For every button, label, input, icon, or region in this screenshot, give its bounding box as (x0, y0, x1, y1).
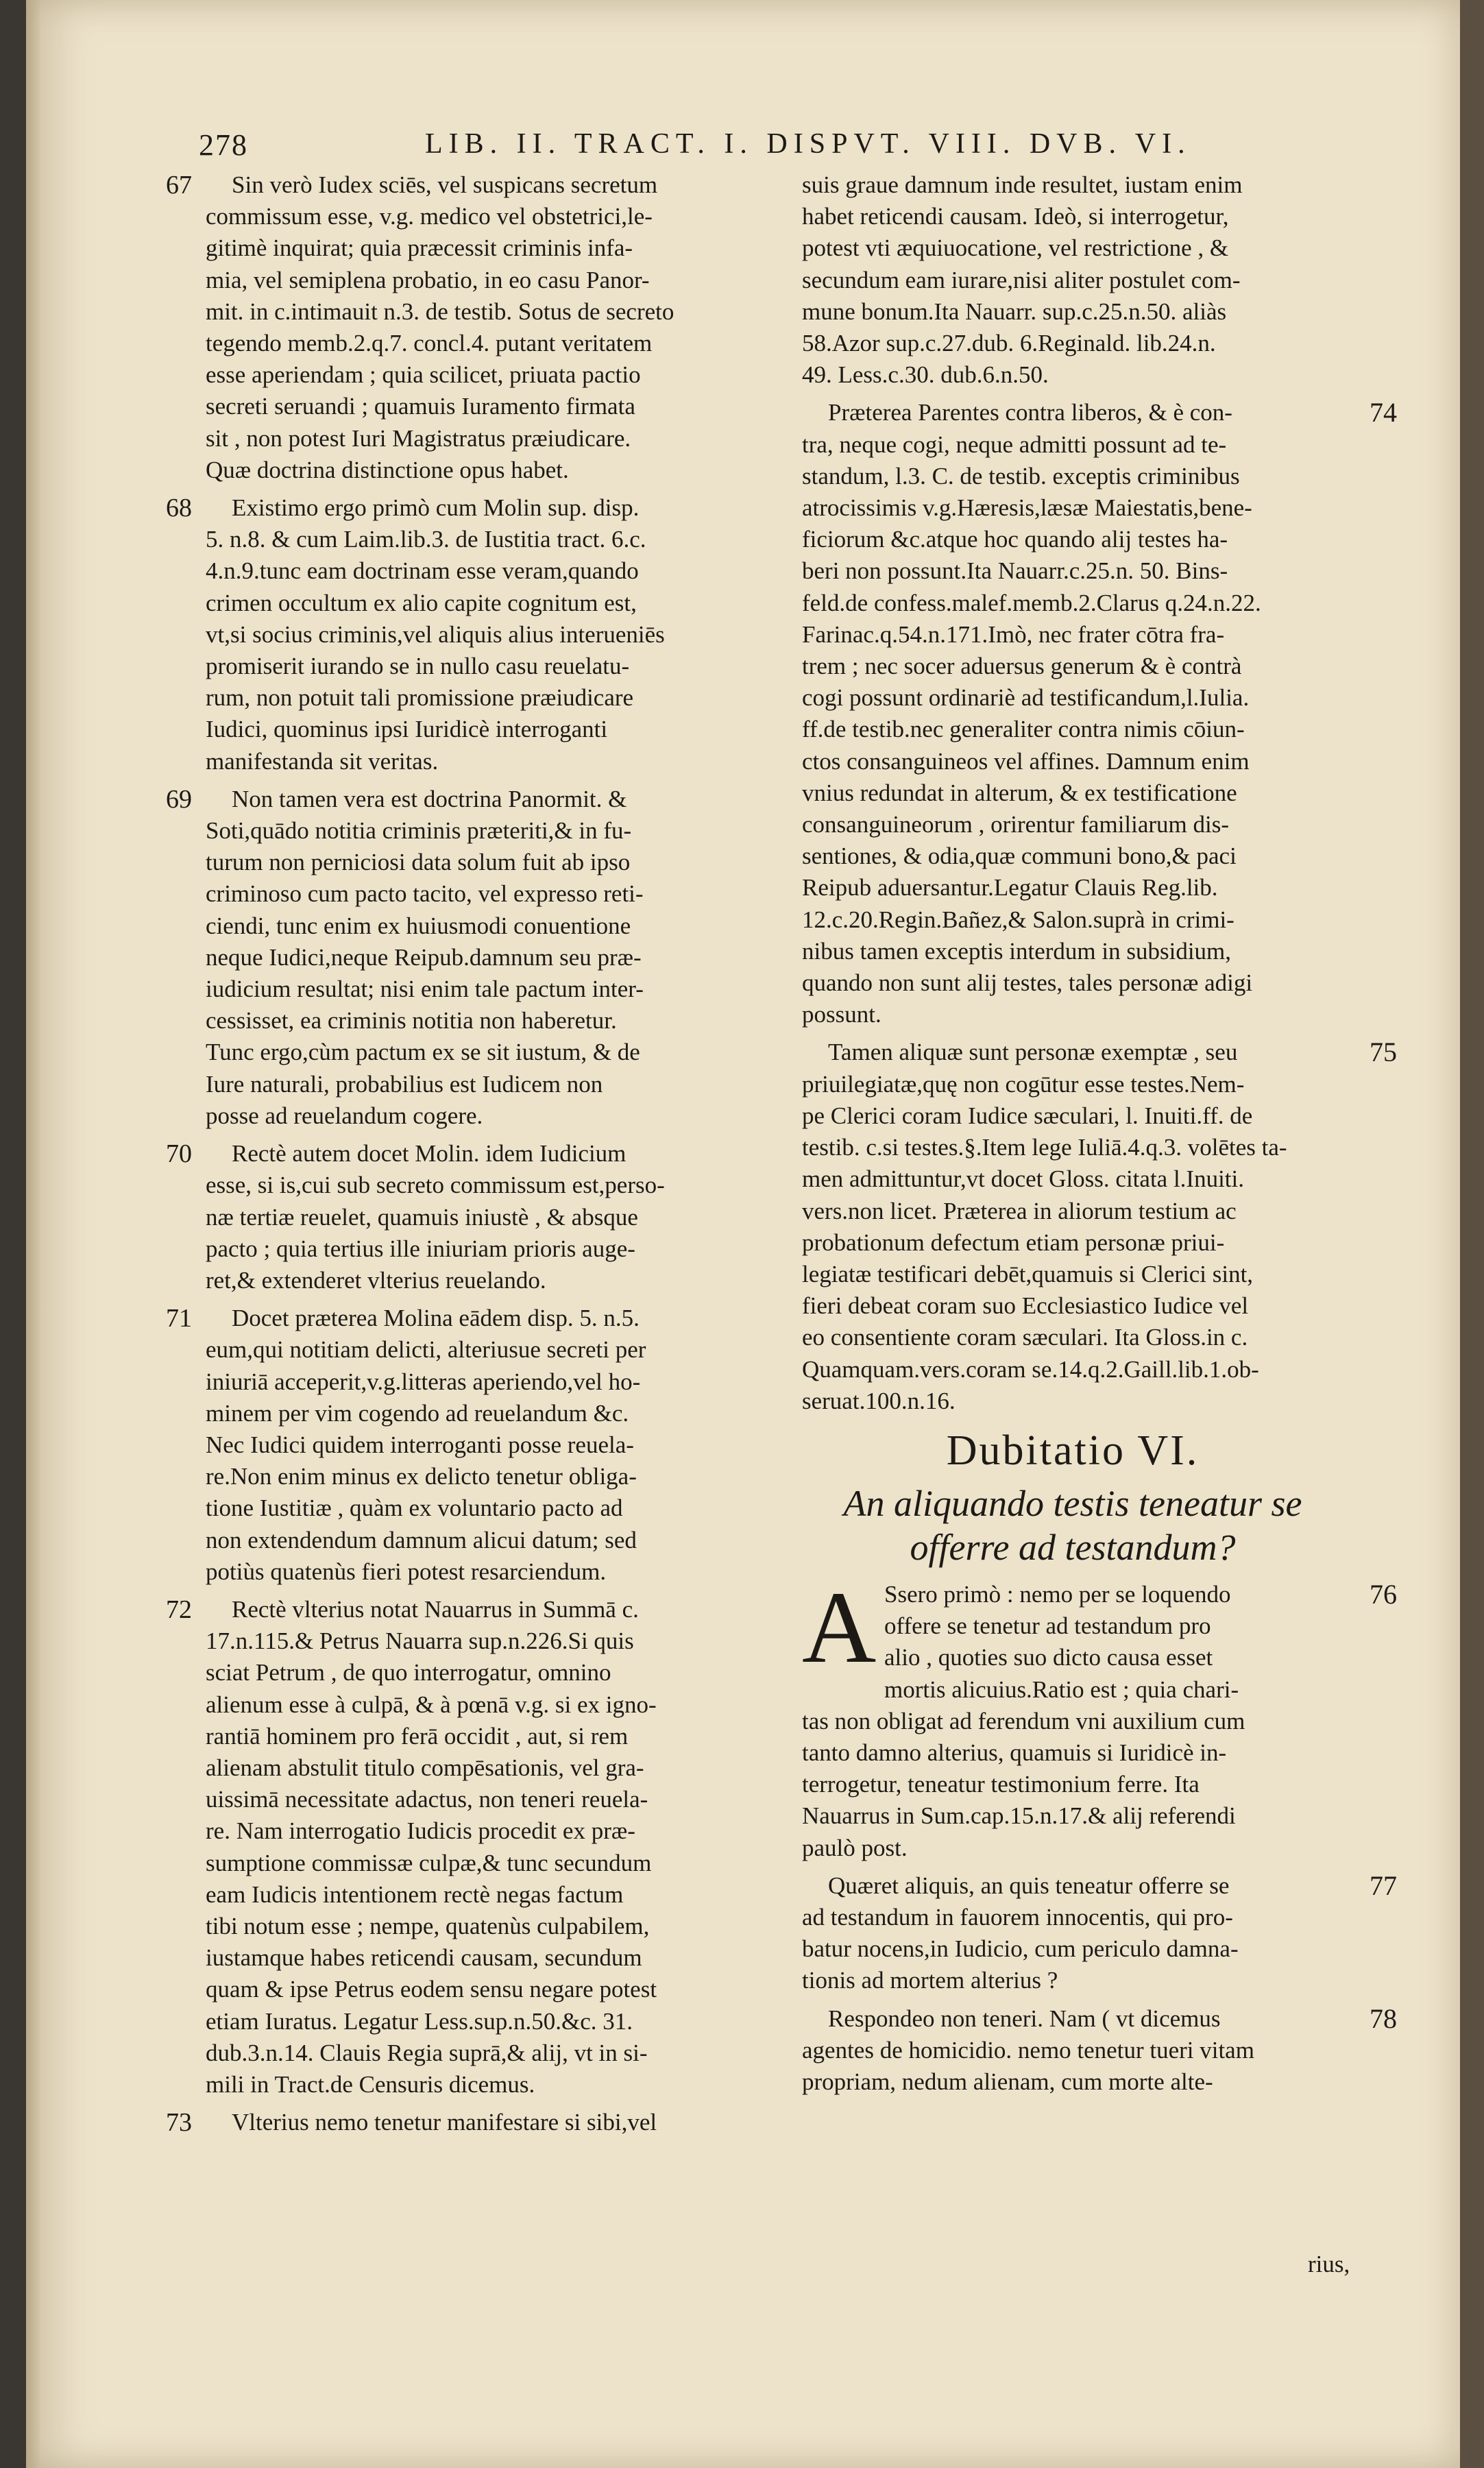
paragraph (166, 1594, 781, 2101)
paragraph (166, 2107, 781, 2138)
section-question: An aliquando testis teneatur se offerre ad testandum? (843, 1482, 1302, 1568)
margin-number: 72 (166, 1595, 192, 1624)
paragraph (802, 2003, 1397, 2098)
right-column-paragraphs (802, 169, 1397, 1417)
right-column-after-heading (802, 1570, 1397, 2098)
page-edge (1460, 0, 1484, 2468)
margin-number: 74 (1370, 397, 1397, 428)
margin-number: 78 (1370, 2003, 1397, 2034)
paragraph-text: suis graue damnum inde resultet, iustam enim habet reticendi causam. Ideò, si interrogetur, potest vti æquiuocatione, vel restrictione , & secundum eam iurare,nisi aliter postulet com- mune bonum.Ita Nauarr. sup.c.25.n.50. aliàs 58.Azor sup.c.27.dub. 6.Reginald. lib.24.n. 49. Less.c.30. dub.6.n.50. (802, 171, 1243, 389)
paragraph-text: Rectè autem docet Molin. idem Iudicium esse, si is,cui sub secreto commissum est,perso- næ tertiæ reuelet, quamuis iniustè , & absque pacto ; quia tertius ille iniuriam prioris auge- ret,& extenderet vlterius reuelando. (206, 1140, 665, 1294)
left-column (166, 169, 781, 2144)
paragraph (802, 1570, 1397, 1864)
paragraph-text: Existimo ergo primò cum Molin sup. disp. 5. n.8. & cum Laim.lib.3. de Iustitia tract. 6.c. 4.n.9.tunc eam doctrinam esse veram,quando crimen occultum ex alio capite cognitum est, vt,si socius criminis,vel aliquis alius interueniēs promiserit iurando se in nullo casu reuelatu- rum, non potuit tali promissione præiudicare Iudici, quominus ipsi Iuridicè interroganti manifestanda sit veritas. (206, 494, 665, 775)
paragraph-text: Non tamen vera est doctrina Panormit. & Soti,quādo notitia criminis præteriti,& in fu- turum non perniciosi data solum fuit ab ipso criminoso cum pacto tacito, vel expresso reti- ciendi, tunc enim ex huiusmodi conuentione neque Iudici,neque Reipub.damnum seu præ- iudicium resultat; nisi enim tale pactum inter- cessisset, ea criminis notitia non haberetur. Tunc ergo,cùm pactum ex se sit iustum, & de Iure naturali, probabilius est Iudicem non posse ad reuelandum cogere. (206, 785, 644, 1129)
paragraph (802, 169, 1343, 391)
margin-number: 75 (1370, 1037, 1397, 1068)
paragraph (802, 397, 1397, 1030)
margin-number: 67 (166, 171, 192, 199)
margin-number: 73 (166, 2108, 192, 2138)
drop-cap: A (802, 1570, 877, 1684)
paragraph-text: Respondeo non teneri. Nam ( vt dicemus agentes de homicidio. nemo tenetur tueri vitam propriam, nedum alienam, cum morte alte- (802, 2005, 1254, 2095)
paragraph (802, 1870, 1397, 1997)
paragraph (802, 1037, 1397, 1416)
paragraph (166, 1303, 781, 1588)
margin-number: 68 (166, 494, 192, 523)
paragraph-text: Vlterius nemo tenetur manifestare si sibi,vel (232, 2109, 657, 2136)
paragraph (166, 169, 781, 486)
margin-number: 70 (166, 1139, 192, 1169)
paragraph-text: Tamen aliquæ sunt personæ exemptæ , seu priuilegiatæ,quę non cogūtur esse testes.Nem- pe Clerici coram Iudice sæculari, l. Inuiti.ff. de testib. c.si testes.§.Item lege Iuliā.4.q.3. volētes ta- men admittuntur,vt docet Gloss. citata l.Inuiti. vers.non licet. Præterea in aliorum testium ac probationum defectum etiam personæ priui- legiatæ testificari debēt,quamuis si Clerici sint, fieri debeat coram suo Ecclesiastico Iudice vel eo consentiente coram sæculari. Ita Gloss.in c. Quamquam.vers.coram se.14.q.2.Gaill.lib.1.ob- seruat.100.n.16. (802, 1039, 1287, 1414)
margin-number: 69 (166, 784, 192, 814)
paragraph-text: Docet præterea Molina eādem disp. 5. n.5. eum,qui notitiam delicti, alteriusue secreti per iniuriā acceperit,v.g.litteras aperiendo,vel ho- minem per vim cogendo ad reuelandum &c. Nec Iudici quidem interroganti posse reuela- re.Non enim minus ex delicto tenetur obliga- tione Iustitiæ , quàm ex voluntario pacto ad non extendendum damnum alicui datum; sed potiùs quatenùs fieri potest resarciendum. (206, 1305, 646, 1585)
paragraph-text: Sin verò Iudex sciēs, vel suspicans secretum commissum esse, v.g. medico vel obstetrici,le- gitimè inquirat; quia præcessit criminis infa- mia, vel semiplena probatio, in eo casu Panor- mit. in c.intimauit n.3. de testib. Sotus de secreto tegendo memb.2.q.7. concl.4. putant veritatem esse aperiendam ; quia scilicet, priuata pactio secreti seruandi ; quamuis Iuramento firmata sit , non potest Iuri Magistratus præiudicare. Quæ doctrina distinctione opus habet. (206, 171, 674, 483)
page-header (199, 125, 1193, 166)
running-head: LIB. II. TRACT. I. DISPVT. VIII. DVB. VI. (425, 128, 1191, 160)
margin-number: 76 (1370, 1578, 1397, 1610)
catchword: rius, (1308, 2251, 1350, 2277)
margin-number: 77 (1370, 1870, 1397, 1901)
paragraph-text: Quæret aliquis, an quis teneatur offerre se ad testandum in fauorem innocentis, qui pro- batur nocens,in Iudicio, cum periculo damna- tionis ad mortem alterius ? (802, 1872, 1239, 1994)
paragraph-text: Rectè vlterius notat Nauarrus in Summā c. 17.n.115.& Petrus Nauarra sup.n.226.Si quis sciat Petrum , de quo interrogatur, omnino alienum esse à culpā, & à pœnā v.g. si ex igno- rantiā hominem pro ferā occidit , aut, si rem alienam abstulit titulo compēsationis, vel gra- uissimā necessitate adactus, non teneri reuela- re. Nam interrogatio Iudicis procedit ex præ- sumptione commissæ culpæ,& tunc secundum eam Iudicis intentionem rectè negas factum tibi notum esse ; nempe, quatenùs culpabilem, iustamque habes reticendi causam, secundum quam & ipse Petrus eodem sensu negare potest etiam Iuratus. Legatur Less.sup.n.50.&c. 31. dub.3.n.14. Clauis Regia suprā,& alij, vt in si- mili in Tract.de Censuris dicemus. (206, 1595, 657, 2098)
paragraph-text: Ssero primò : nemo per se loquendo offere se tenetur ad testandum pro alio , quoties suo dicto causa esset mortis alicuius.Ratio est ; quia chari- tas non obligat ad ferendum vni auxilium cum tanto damno alterius, quamuis si Iuridicè in- terrogetur, teneatur testimonium ferre. Ita Nauarrus in Sum.cap.15.n.17.& alij referendi paulò post. (802, 1580, 1245, 1861)
paragraph-text: Præterea Parentes contra liberos, & è con- tra, neque cogi, neque admitti possunt ad te- standum, l.3. C. de testib. exceptis criminibus atrocissimis v.g.Hæresis,læsæ Maiestatis,bene- ficiorum &c.atque hoc quando alij testes ha- beri non possunt.Ita Nauarr.c.25.n. 50. Bins- feld.de confess.malef.memb.2.Clarus q.24.n.22. Farinac.q.54.n.171.Imò, nec frater cōtra fra- trem ; nec socer aduersus generum & è contrà cogi possunt ordinariè ad testificandum,l.Iulia. ff.de testib.nec generaliter contra nimis cōiun- ctos consanguineos vel affines. Damnum enim vnius redundat in alterum, & ex testificatione consanguineorum , orirentur familiarum dis- sentiones, & odia,quæ communi bono,& paci Reipub aduersantur.Legatur Clauis Reg.lib. 12.c.20.Regin.Bañez,& Salon.suprà in crimi- nibus tamen exceptis interdum in subsidium, quando non sunt alij testes, tales personæ adigi possunt. (802, 399, 1261, 1028)
section-heading: Dubitatio VI. (946, 1427, 1200, 1474)
paragraph (166, 784, 781, 1132)
paragraph (166, 492, 781, 777)
paragraph (166, 1138, 781, 1296)
binding-shadow (26, 0, 41, 2468)
margin-number: 71 (166, 1304, 192, 1333)
right-column (802, 169, 1397, 2104)
page-number: 278 (199, 128, 248, 162)
